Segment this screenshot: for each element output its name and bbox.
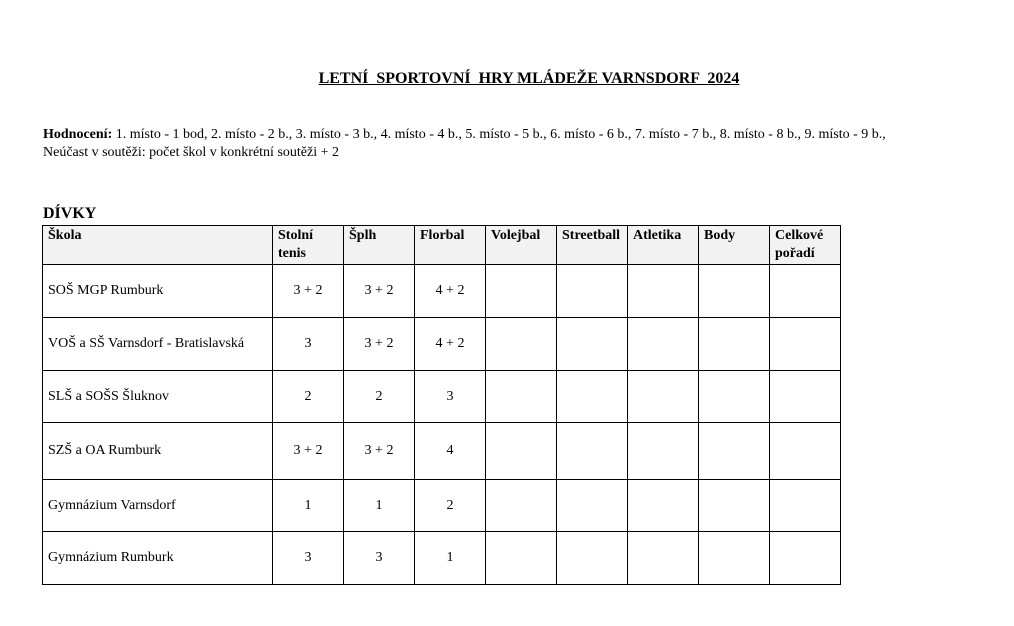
score-cell: 3 + 2 <box>344 423 415 480</box>
score-cell: 3 <box>344 532 415 585</box>
score-cell: 1 <box>344 480 415 532</box>
overall-cell <box>770 371 841 423</box>
header-row <box>43 226 841 265</box>
header-school: Škola <box>43 226 273 265</box>
score-cell <box>628 480 699 532</box>
score-cell: 2 <box>344 371 415 423</box>
score-cell <box>628 423 699 480</box>
points-cell <box>699 371 770 423</box>
score-cell: 3 + 2 <box>273 423 344 480</box>
scoring-line <box>43 126 886 144</box>
header-streetball: Streetball <box>557 226 628 265</box>
scoring-rules <box>43 126 886 162</box>
points-cell <box>699 423 770 480</box>
header-overall: Celkové pořadí <box>770 226 841 265</box>
overall-cell <box>770 532 841 585</box>
score-cell: 3 <box>273 532 344 585</box>
header-table-tennis: Stolní tenis <box>273 226 344 265</box>
school-cell: SZŠ a OA Rumburk <box>43 423 273 480</box>
score-cell: 3 + 2 <box>344 265 415 318</box>
section-title: DÍVKY <box>43 205 97 222</box>
school-cell: Gymnázium Varnsdorf <box>43 480 273 532</box>
table-row <box>43 371 841 423</box>
score-cell: 2 <box>273 371 344 423</box>
score-cell <box>557 371 628 423</box>
header-floorball: Florbal <box>415 226 486 265</box>
score-cell <box>486 318 557 371</box>
score-cell <box>557 318 628 371</box>
points-cell <box>699 480 770 532</box>
score-cell: 4 + 2 <box>415 318 486 371</box>
points-cell <box>699 265 770 318</box>
school-cell: Gymnázium Rumburk <box>43 532 273 585</box>
score-cell <box>557 480 628 532</box>
score-cell <box>486 265 557 318</box>
score-cell <box>628 371 699 423</box>
overall-cell <box>770 265 841 318</box>
score-cell: 1 <box>415 532 486 585</box>
header-athletics: Atletika <box>628 226 699 265</box>
score-cell <box>486 480 557 532</box>
school-cell: SLŠ a SOŠS Šluknov <box>43 371 273 423</box>
score-cell: 3 + 2 <box>344 318 415 371</box>
score-cell: 2 <box>415 480 486 532</box>
overall-cell <box>770 318 841 371</box>
scoring-label: Hodnocení: <box>43 127 113 142</box>
absence-rule: Neúčast v soutěži: počet škol v konkrétní soutěži + 2 <box>43 145 339 160</box>
score-cell <box>557 265 628 318</box>
score-cell <box>557 423 628 480</box>
header-volleyball: Volejbal <box>486 226 557 265</box>
score-cell <box>486 371 557 423</box>
score-cell: 1 <box>273 480 344 532</box>
table-row <box>43 265 841 318</box>
score-cell <box>486 532 557 585</box>
scoring-text: 1. místo - 1 bod, 2. místo - 2 b., 3. místo - 3 b., 4. místo - 4 b., 5. místo - 5 b., 6. místo - 6 b., 7. místo - 7 b., 8. místo - 8 b., 9. místo - 9 b., <box>112 127 886 142</box>
table-row <box>43 480 841 532</box>
table-row <box>43 532 841 585</box>
overall-cell <box>770 480 841 532</box>
score-cell <box>628 532 699 585</box>
points-cell <box>699 318 770 371</box>
score-cell: 3 <box>415 371 486 423</box>
school-cell: SOŠ MGP Rumburk <box>43 265 273 318</box>
school-cell: VOŠ a SŠ Varnsdorf - Bratislavská <box>43 318 273 371</box>
score-cell: 3 <box>273 318 344 371</box>
header-points: Body <box>699 226 770 265</box>
score-cell: 3 + 2 <box>273 265 344 318</box>
score-cell <box>557 532 628 585</box>
table-row <box>43 318 841 371</box>
page-title: LETNÍ SPORTOVNÍ HRY MLÁDEŽE VARNSDORF 2024 <box>318 70 740 87</box>
table-row <box>43 423 841 480</box>
score-cell: 4 <box>415 423 486 480</box>
score-cell <box>486 423 557 480</box>
score-cell: 4 + 2 <box>415 265 486 318</box>
overall-cell <box>770 423 841 480</box>
header-rope-climb: Šplh <box>344 226 415 265</box>
score-cell <box>628 265 699 318</box>
points-cell <box>699 532 770 585</box>
score-cell <box>628 318 699 371</box>
results-table <box>42 225 841 585</box>
